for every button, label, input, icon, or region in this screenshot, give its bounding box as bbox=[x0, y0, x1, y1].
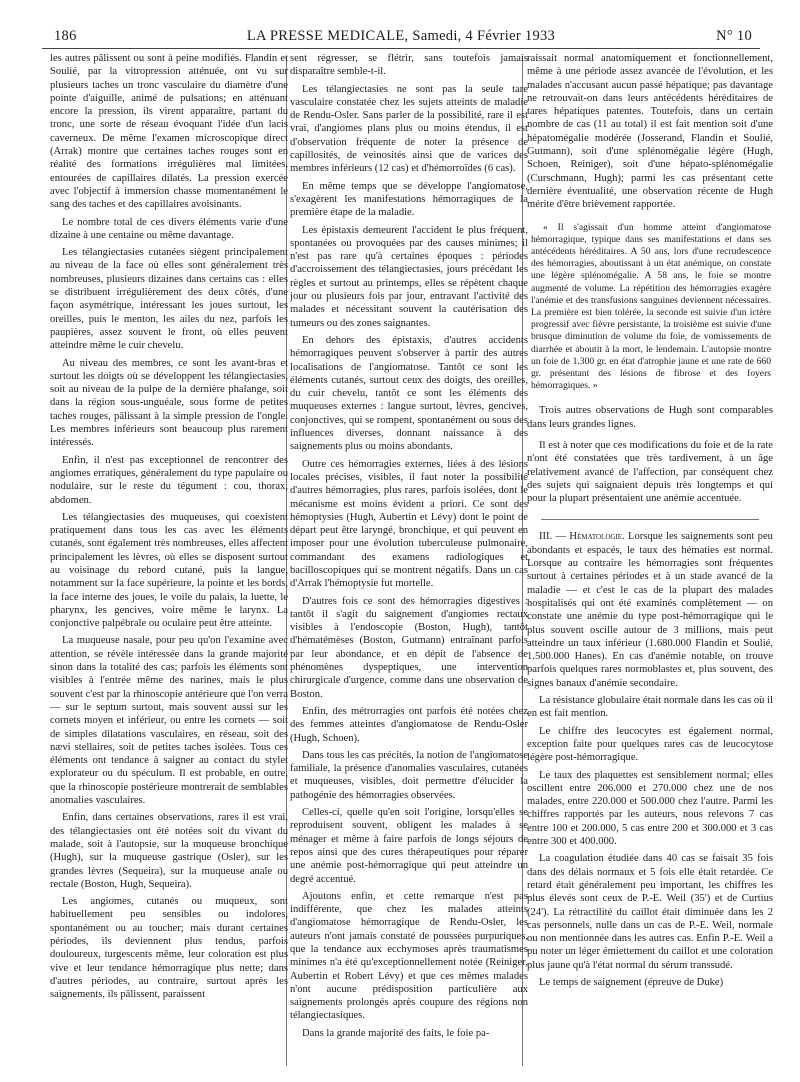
paragraph: Le taux des plaquettes est sensiblement normal; elles oscillent entre 206.000 et 270.000 chez une de nos malades, entre 220.000 et 500.000 chez l'autre. Parmi les chiffres rapportés par les auteurs, nous relevons 7 cas entre 100 et 200.000, 5 cas entre 200 et 300.000 et 3 cas entre 300 et 400.000. bbox=[527, 769, 773, 848]
paragraph: Dans tous les cas précités, la notion de l'angiomatose familiale, la présence d'anomalies vasculaires, cutanées et muqueuses, visibles, doit permettre d'élucider la pathogénie des hémorragies observées. bbox=[290, 749, 528, 801]
paragraph: La coagulation étudiée dans 40 cas se faisait 35 fois dans des délais normaux et 5 fois elle était retardée. Ce retard était généralement peu important, les chiffres les plus élevés sont ceux de P.-E. Weil (35') et de Curtius (24'). La rétractilité du caillot était diminuée dans les 2 cas personnels, nulle dans un cas de P.-E. Weil, normale ou non mentionnée dans les autres cas. Enfin P.-E. Weil a pu noter un léger émiettement du caillot et une coloration plus jaune qu'à l'état normal du sérum transsudé. bbox=[527, 853, 773, 971]
running-title: LA PRESSE MEDICALE, Samedi, 4 Février 1933 bbox=[246, 28, 556, 44]
paragraph: Au niveau des membres, ce sont les avant-bras et surtout les doigts où se développent les télangiectasies, soit au niveau de la pulpe de la dernière phalange, soit dans la région sous-unguéale, sous forme de petites taches rouges, pâlissant à la simple pression de l'ongle. Les membres inférieurs sont beaucoup plus rarement intéressés. bbox=[50, 357, 288, 449]
paragraph: sent régresser, se flétrir, sans toutefois jamais disparaître semble-t-il. bbox=[290, 53, 528, 78]
paragraph: Les télangiectasies cutanées siègent principalement au niveau de la face où elles sont généralement très nombreuses, plusieurs dizaines dans certains cas : elles se distribuent irrégulièrement des deux côtés, d'une façon asymétrique, intéressant les joues surtout, les oreilles, puis le menton, les ailes du nez, parfois les paupières, assez souvent le front, où elles peuvent atteindre même le cuir chevelu. bbox=[50, 247, 288, 352]
paragraph: Le chiffre des leucocytes est également normal, exception faite pour quelques rares cas de leucocytose légère post-hémorragique. bbox=[527, 725, 773, 764]
text-column-middle bbox=[290, 52, 528, 1078]
paragraph: En même temps que se développe l'angiomatose, s'exagèrent les manifestations hémorragiques de la première étape de la maladie. bbox=[290, 180, 528, 219]
text-column-left bbox=[50, 52, 288, 1078]
section-divider bbox=[541, 519, 759, 520]
paragraph: Le nombre total de ces divers éléments varie d'une dizaine à une centaine ou même davantage. bbox=[50, 216, 288, 241]
issue-number: N° 10 bbox=[716, 28, 752, 44]
paragraph: Il est à noter que ces modifications du foie et de la rate n'ont été constatées que très tardivement, à un âge relativement avancé de l'affection, par conséquent chez des sujets qui saignaient depuis très longtemps et qui pour la plupart présentaient une anémie accentuée. bbox=[527, 440, 773, 505]
paragraph: Enfin, il n'est pas exceptionnel de rencontrer des angiomes erratiques, généralement du type papulaire ou nodulaire, sur le reste du tégument : cou, thorax, abdomen. bbox=[50, 454, 288, 506]
paragraph: Enfin, des métrorragies ont parfois été notées chez des femmes atteintes d'angiomatose de Rendu-Osler (Hugh, Schoen). bbox=[290, 705, 528, 744]
paragraph: Ajoutons enfin, et cette remarque n'est pas indifférente, que chez les malades atteints d'angiomatose hémorragique de Rendu-Osler, les auteurs n'ont jamais constaté de poussées purpuriques, que la tendance aux ecchymoses après traumatismes minimes n'a été qu'exceptionnellement notée (Reiniger, Aubertin et Robert Lévy) et que ces mêmes malades n'ont aucune prédisposition particulière aux saignements prolongés après coupure des régions non télangiectasiques. bbox=[290, 890, 528, 1022]
section-paragraph bbox=[527, 530, 773, 690]
paragraph: La muqueuse nasale, pour peu qu'on l'examine avec attention, se révèle intéressée dans la grande majorité sinon dans la totalité des cas; parfois les éléments sont visibles à l'entrée même des narines, mais le plus souvent c'est par la rhinoscopie antérieure que l'on verra — sur le septum surtout, mais souvent aussi sur les cornets moyen et inférieur, ou entre les cornets — soit de simples dilatations vasculaires, en réseau, soit des nævi stellaires, soit de petites taches isolées. Tous ces éléments ont tendance à saigner au contact du stylet explorateur ou du spéculum. Il est probable, en outre, que la rhinoscopie postérieure montrerait de semblables anomalies vasculaires. bbox=[50, 635, 288, 807]
section-text: Lorsque les saignements sont peu abondants et espacés, le taux des hématies est normal. Lorsque au contraire les hémorragies sont fréquentes surtout à certaines périodes et à un stade avancé de la maladie — et c'est le cas de la plupart des malades hospitalisés qui ont été examinés complètement — on constate une anémie du type post-hémorragique qui le plus souvent oscille autour de 3 millions, mais peut atteindre un taux inférieur (1.680.000 Flandin et Soulié, 1.500.000 Hanes). En cas d'anémie notable, on trouve parfois quelques rares normoblastes et, plus souvent, des signes banaux d'anémie secondaire. bbox=[527, 531, 773, 689]
section-number: III. — bbox=[539, 531, 567, 543]
text-column-right bbox=[527, 52, 773, 1078]
paragraph: Enfin, dans certaines observations, rares il est vrai, des télangiectasies ont été notées soit du vivant du malade, soit à l'autopsie, sur la muqueuse bronchique (Hugh), sur la muqueuse gastrique (Osler), sur les grandes lèvres (Sequeira), sur la muqueuse anale ou rectale (Boston, Hugh, Sequeira). bbox=[50, 812, 288, 890]
paragraph: D'autres fois ce sont des hémorragies digestives : tantôt il s'agit du saignement d'angiomes rectaux visibles à l'endoscopie (Boston, Hugh), tantôt d'hématémèses (Boston, Gutmann) entraînant parfois par leur abondance, et en dépit de l'absence de phénomènes dyspeptiques, une intervention chirurgicale d'urgence, comme dans une observation de Boston. bbox=[290, 595, 528, 700]
paragraph: Les télangiectasies des muqueuses, qui coexistent pratiquement dans tous les cas avec les éléments cutanés, sont également très nombreuses, elles affectent principalement les lèvres, où elles se disposent surtout au voisinage du rebord cutané, puis la langue, notamment sur la face supérieure, la pointe et les bords, la face interne des joues, le voile du palais, la luette, le pharynx, les gencives, voire même le larynx. La conjonctive palpébrale ou oculaire peut être atteinte. bbox=[50, 511, 288, 630]
paragraph: Les angiomes, cutanés ou muqueux, sont habituellement peu sensibles ou indolores, spontanément ou au toucher; mais durant certaines périodes, ils deviennent plus tendus, parfois douloureux, turgescents même, leur coloration est plus vive et leur tendance hémorragique plus nette; dans d'autres périodes, au contraire, surtout après les saignements, ils pâlissent, paraissent bbox=[50, 896, 288, 1001]
paragraph: raissait normal anatomiquement et fonctionnellement, même à une période assez avancée de l'évolution, et les malades n'accusant aucun passé hépatique; pas davantage ne retrouvait-on dans leurs antécédents héréditaires de tares hépatiques patentes. Toutefois, dans un certain nombre de cas (11 au total) il est fait mention soit d'une hépatomégalie modérée (Josserand, Flandin et Soulié, Gutmann), soit d'une splénomégalie légère (Hugh, Schoen, Reiniger), soit d'une hépato-splénomégalie (Curschmann, Hugh); parmi les cas présentant cette dernière éventualité, une observation récente de Hugh mérite d'être brièvement rapportée. bbox=[527, 53, 773, 211]
page-header bbox=[42, 24, 760, 49]
paragraph: Les télangiectasies ne sont pas la seule tare vasculaire constatée chez les sujets atteints de maladie de Rendu-Osler. Sans parler de la possibilité, rare il est vrai, d'angiomes plans plus ou moins étendus, il est d'observation fréquente de noter la présence de capillosités, de veinosités ainsi que de varices des membres inférieurs (12 cas) et d'hémorroïdes (6 cas). bbox=[290, 83, 528, 175]
page-number: 186 bbox=[54, 28, 77, 44]
paragraph: Dans la grande majorité des faits, le foie pa- bbox=[302, 1027, 490, 1039]
paragraph: les autres pâlissent ou sont à peine modifiés. Flandin et Soulié, par la vitropression atténuée, ont vu sur plusieurs taches un tronc vasculaire du diamètre d'une pointe d'aiguille, animé de pulsations; en atténuant encore la pression, ils virent apparaître, partant du tronc, une sorte de réseau évoquant l'idée d'un lacis caverneux. De même l'examen microscopique direct (Arrak) montre que certaines taches rouges sont en réalité des formations irrégulières mal limitées, entourées de capillaires dilatés. La pression exercée avec l'objectif à immersion chasse momentanément le sang des taches et des capillaires avoisinants. bbox=[50, 53, 288, 211]
paragraph: Trois autres observations de Hugh sont comparables dans leurs grandes lignes. bbox=[527, 405, 773, 430]
section-heading: Hématologie. bbox=[569, 531, 625, 543]
paragraph: La résistance globulaire était normale dans les cas où il en est fait mention. bbox=[527, 695, 773, 720]
paragraph: Les épistaxis demeurent l'accident le plus fréquent, spontanées ou provoquées par des causes minimes; il n'est pas rare qu'à certaines époques : périodes d'accroissement des télangiectasies, jours précédant les règles et surtout au printemps, elles se répètent chaque jour ou plusieurs fois par jour, entravant l'activité des malades et nécessitant souvent la cautérisation des tumeurs ou des zones saignantes. bbox=[290, 224, 528, 329]
case-quote: « Il s'agissait d'un homme atteint d'angiomatose hémorragique, typique dans ses manifestations et dans ses antécédents héréditaires. A 50 ans, lors d'une recrudescence des hémorragies, aboutissant à un état anémique, on constate une légère splénomégalie. A 58 ans, le foie se montre augmenté de volume. La répétition des hémorragies exagère l'anémie et des transfusions sanguines deviennent nécessaires. La première est bien tolérée, la seconde est suivie d'un ictère progressif avec fièvre persistante, la troisième est suivie d'une brusque diminution de volume du foie, de vomissements de diarrhée et aboutit à la mort, le lendemain. L'autopsie montre un foie de 1.300 gr. en état d'atrophie jaune et une rate de 660 gr. présentant des lésions de fibrose et des foyers hémorragiques. » bbox=[531, 221, 771, 392]
paragraph: En dehors des épistaxis, d'autres accidents hémorragiques peuvent s'observer à partir des autres localisations de l'angiomatose. Tantôt ce sont les éléments cutanés, surtout ceux des doigts, des oreilles, du cuir chevelu, tantôt ce sont les éléments des muqueuses externes : langue surtout, lèvres, gencives, conjonctives, qui se rompent, spontanément ou sous des influences diverses, donnant naissance à des saignements plus ou moins abondants. bbox=[290, 334, 528, 453]
paragraph: Outre ces hémorragies externes, liées à des lésions locales précises, visibles, il faut noter la possibilité d'autres hémorragies, plus rares, parfois isolées, dont le mécanisme est moins évident a priori. Ce sont des hémoptysies (Hugh, Aubertin et Lévy) dont le point de départ peut être laryngé, bronchique, et qui peuvent en imposer pour une évolution tuberculeuse pulmonaire, commandant des examens radiologiques et bacilloscopiques qui se montrent négatifs. Dans un cas d'Arrak l'hémoptysie fut mortelle. bbox=[290, 458, 528, 590]
paragraph: Celles-ci, quelle qu'en soit l'origine, lorsqu'elles se reproduisent souvent, obligent les malades à se ménager et même à faire parfois de longs séjours de repos ainsi que des cures thérapeutiques pour réparer une anémie post-hémorragique qui peut atteindre un degré accentué. bbox=[290, 807, 528, 885]
paragraph: Le temps de saignement (épreuve de Duke) bbox=[539, 976, 724, 988]
